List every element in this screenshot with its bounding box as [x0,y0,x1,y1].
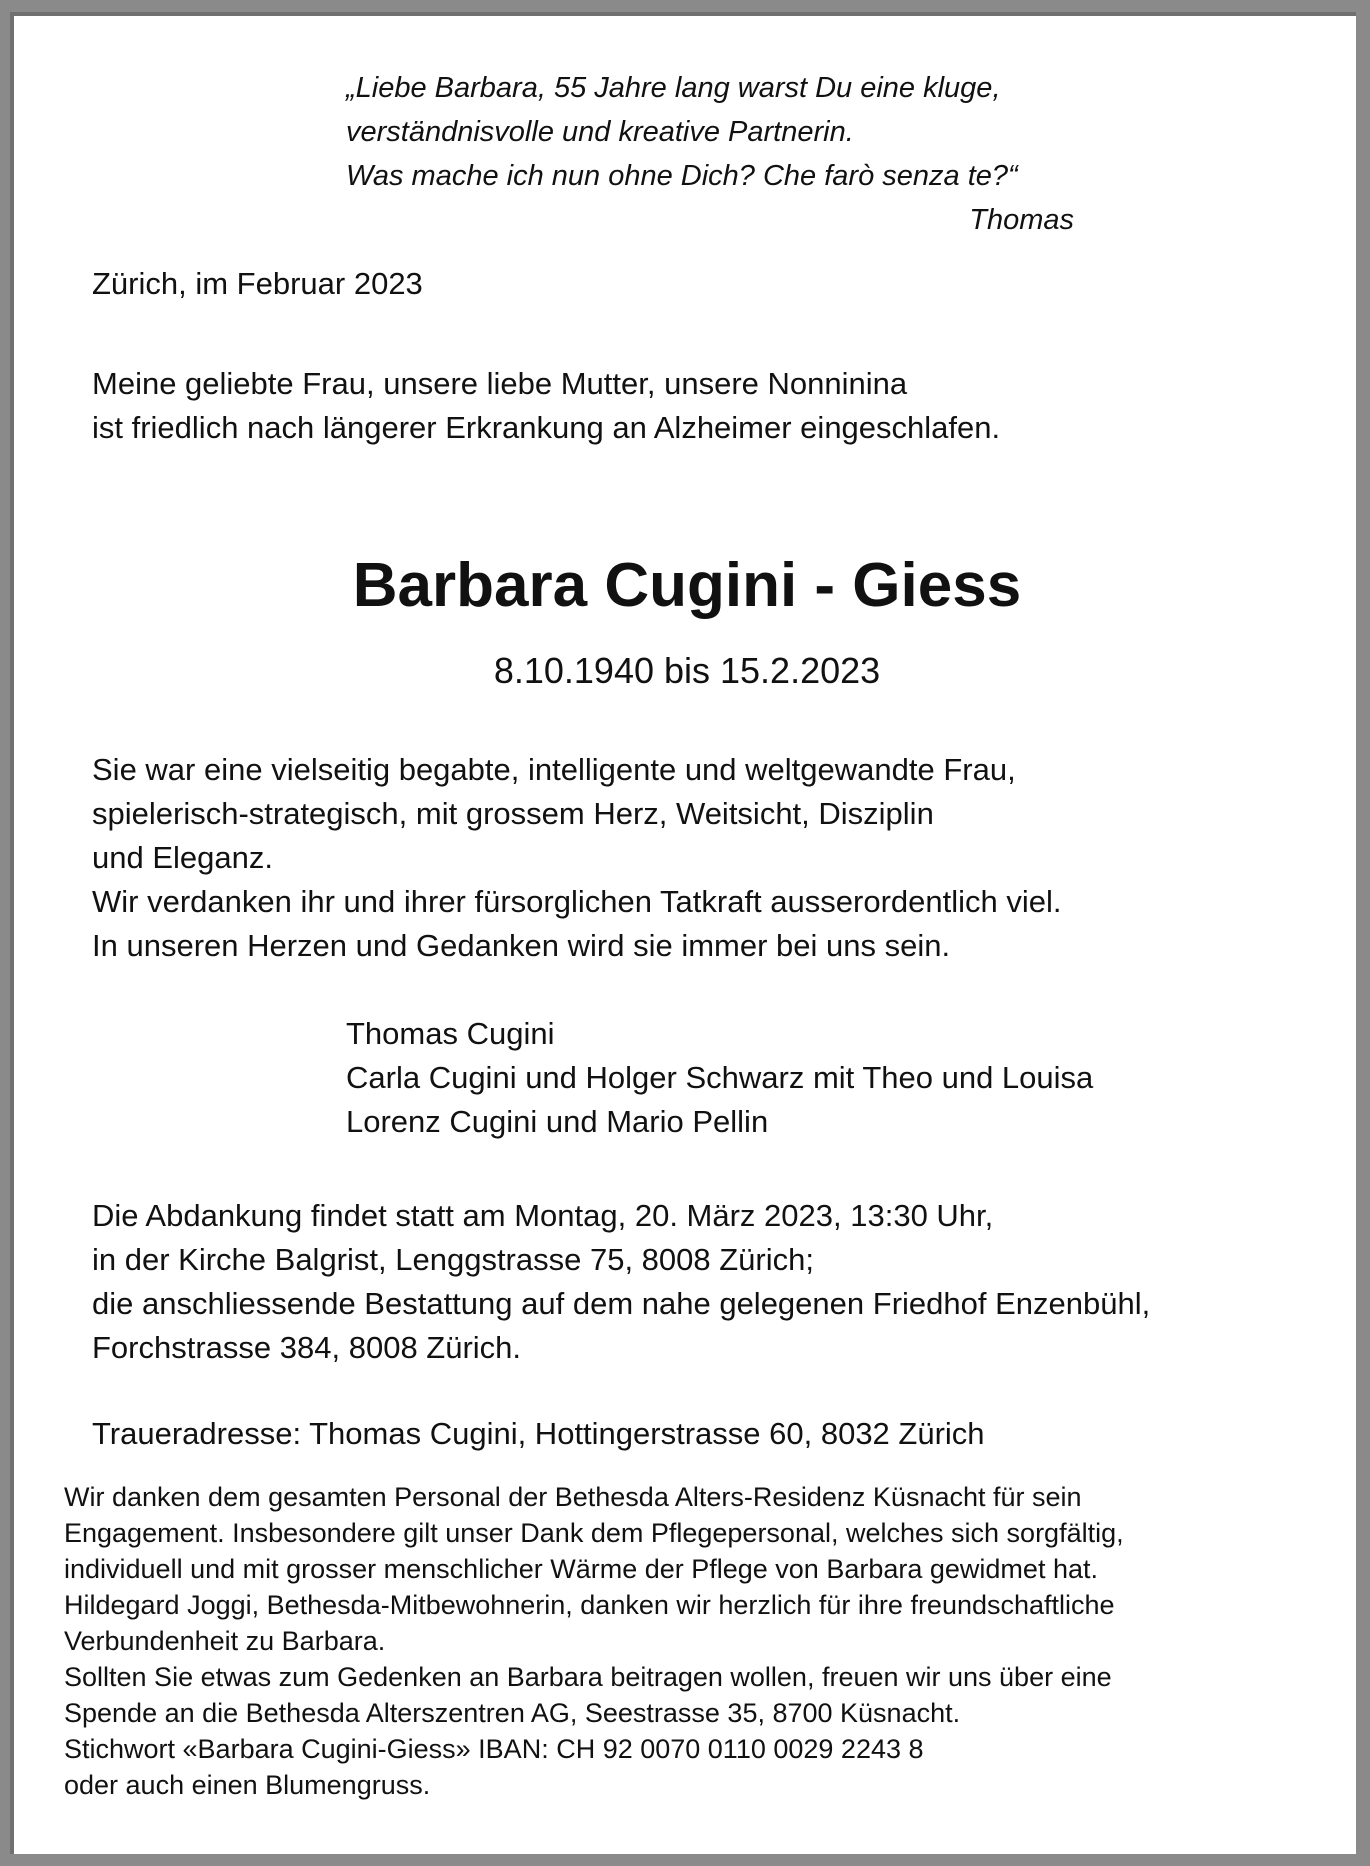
mourning-address: Traueradresse: Thomas Cugini, Hottingerstrasse 60, 8032 Zürich [92,1416,985,1451]
tribute-line: Sie war eine vielseitig begabte, intelligente und weltgewandte Frau, [92,752,1016,787]
thanks-line: Verbundenheit zu Barbara. [64,1626,386,1656]
obituary-notice [10,12,1356,1854]
service-line: die anschliessende Bestattung auf dem nahe gelegenen Friedhof Enzenbühl, [92,1286,1151,1321]
thanks-line: Engagement. Insbesondere gilt unser Dank dem Pflegepersonal, welches sich sorgfältig, [64,1518,1124,1548]
thanks-line: Wir danken dem gesamten Personal der Bethesda Alters-Residenz Küsnacht für sein [64,1482,1082,1512]
quote-signature: Thomas [969,204,1074,236]
tribute-line: spielerisch-strategisch, mit grossem Herz, Weitsicht, Disziplin [92,796,934,831]
service-info [92,1194,1150,1370]
intro-line: ist friedlich nach längerer Erkrankung an Alzheimer eingeschlafen. [92,410,1001,445]
intro-paragraph [92,362,1000,450]
quote-signature-block [346,198,1074,242]
deceased-name: Barbara Cugini - Giess [352,551,1022,620]
thanks-paragraph [64,1479,1124,1803]
thanks-line: Sollten Sie etwas zum Gedenken an Barbara beitragen wollen, freuen wir uns über eine [64,1662,1112,1692]
quote-line: verständnisvolle und kreative Partnerin. [346,116,854,148]
service-line: Forchstrasse 384, 8008 Zürich. [92,1330,522,1365]
tribute-paragraph [92,748,1061,968]
quote [346,66,1018,198]
tribute-line: In unseren Herzen und Gedanken wird sie immer bei uns sein. [92,928,951,963]
thanks-line: individuell und mit grosser menschlicher Wärme der Pflege von Barbara gewidmet hat. [64,1554,1098,1584]
life-dates: 8.10.1940 bis 15.2.2023 [493,650,881,691]
service-line: in der Kirche Balgrist, Lenggstrasse 75, 8008 Zürich; [92,1242,814,1277]
quote-line: Was mache ich nun ohne Dich? Che farò senza te?“ [346,160,1018,192]
quote-line: „Liebe Barbara, 55 Jahre lang warst Du eine kluge, [346,72,1001,104]
thanks-line: Stichwort «Barbara Cugini-Giess» IBAN: CH 92 0070 0110 0029 2243 8 [64,1734,924,1764]
thanks-line: Hildegard Joggi, Bethesda-Mitbewohnerin, danken wir herzlich für ihre freundschaftliche [64,1590,1115,1620]
thanks-line: oder auch einen Blumengruss. [64,1770,431,1800]
service-line: Die Abdankung findet statt am Montag, 20. März 2023, 13:30 Uhr, [92,1198,994,1233]
family-member: Carla Cugini und Holger Schwarz mit Theo und Louisa [346,1060,1094,1095]
place-date: Zürich, im Februar 2023 [92,266,423,301]
family-list [346,1012,1093,1144]
family-member: Lorenz Cugini und Mario Pellin [346,1104,769,1139]
thanks-line: Spende an die Bethesda Alterszentren AG, Seestrasse 35, 8700 Küsnacht. [64,1698,961,1728]
intro-line: Meine geliebte Frau, unsere liebe Mutter, unsere Nonninina [92,366,908,401]
family-member: Thomas Cugini [346,1016,555,1051]
tribute-line: und Eleganz. [92,840,273,875]
tribute-line: Wir verdanken ihr und ihrer fürsorglichen Tatkraft ausserordentlich viel. [92,884,1062,919]
